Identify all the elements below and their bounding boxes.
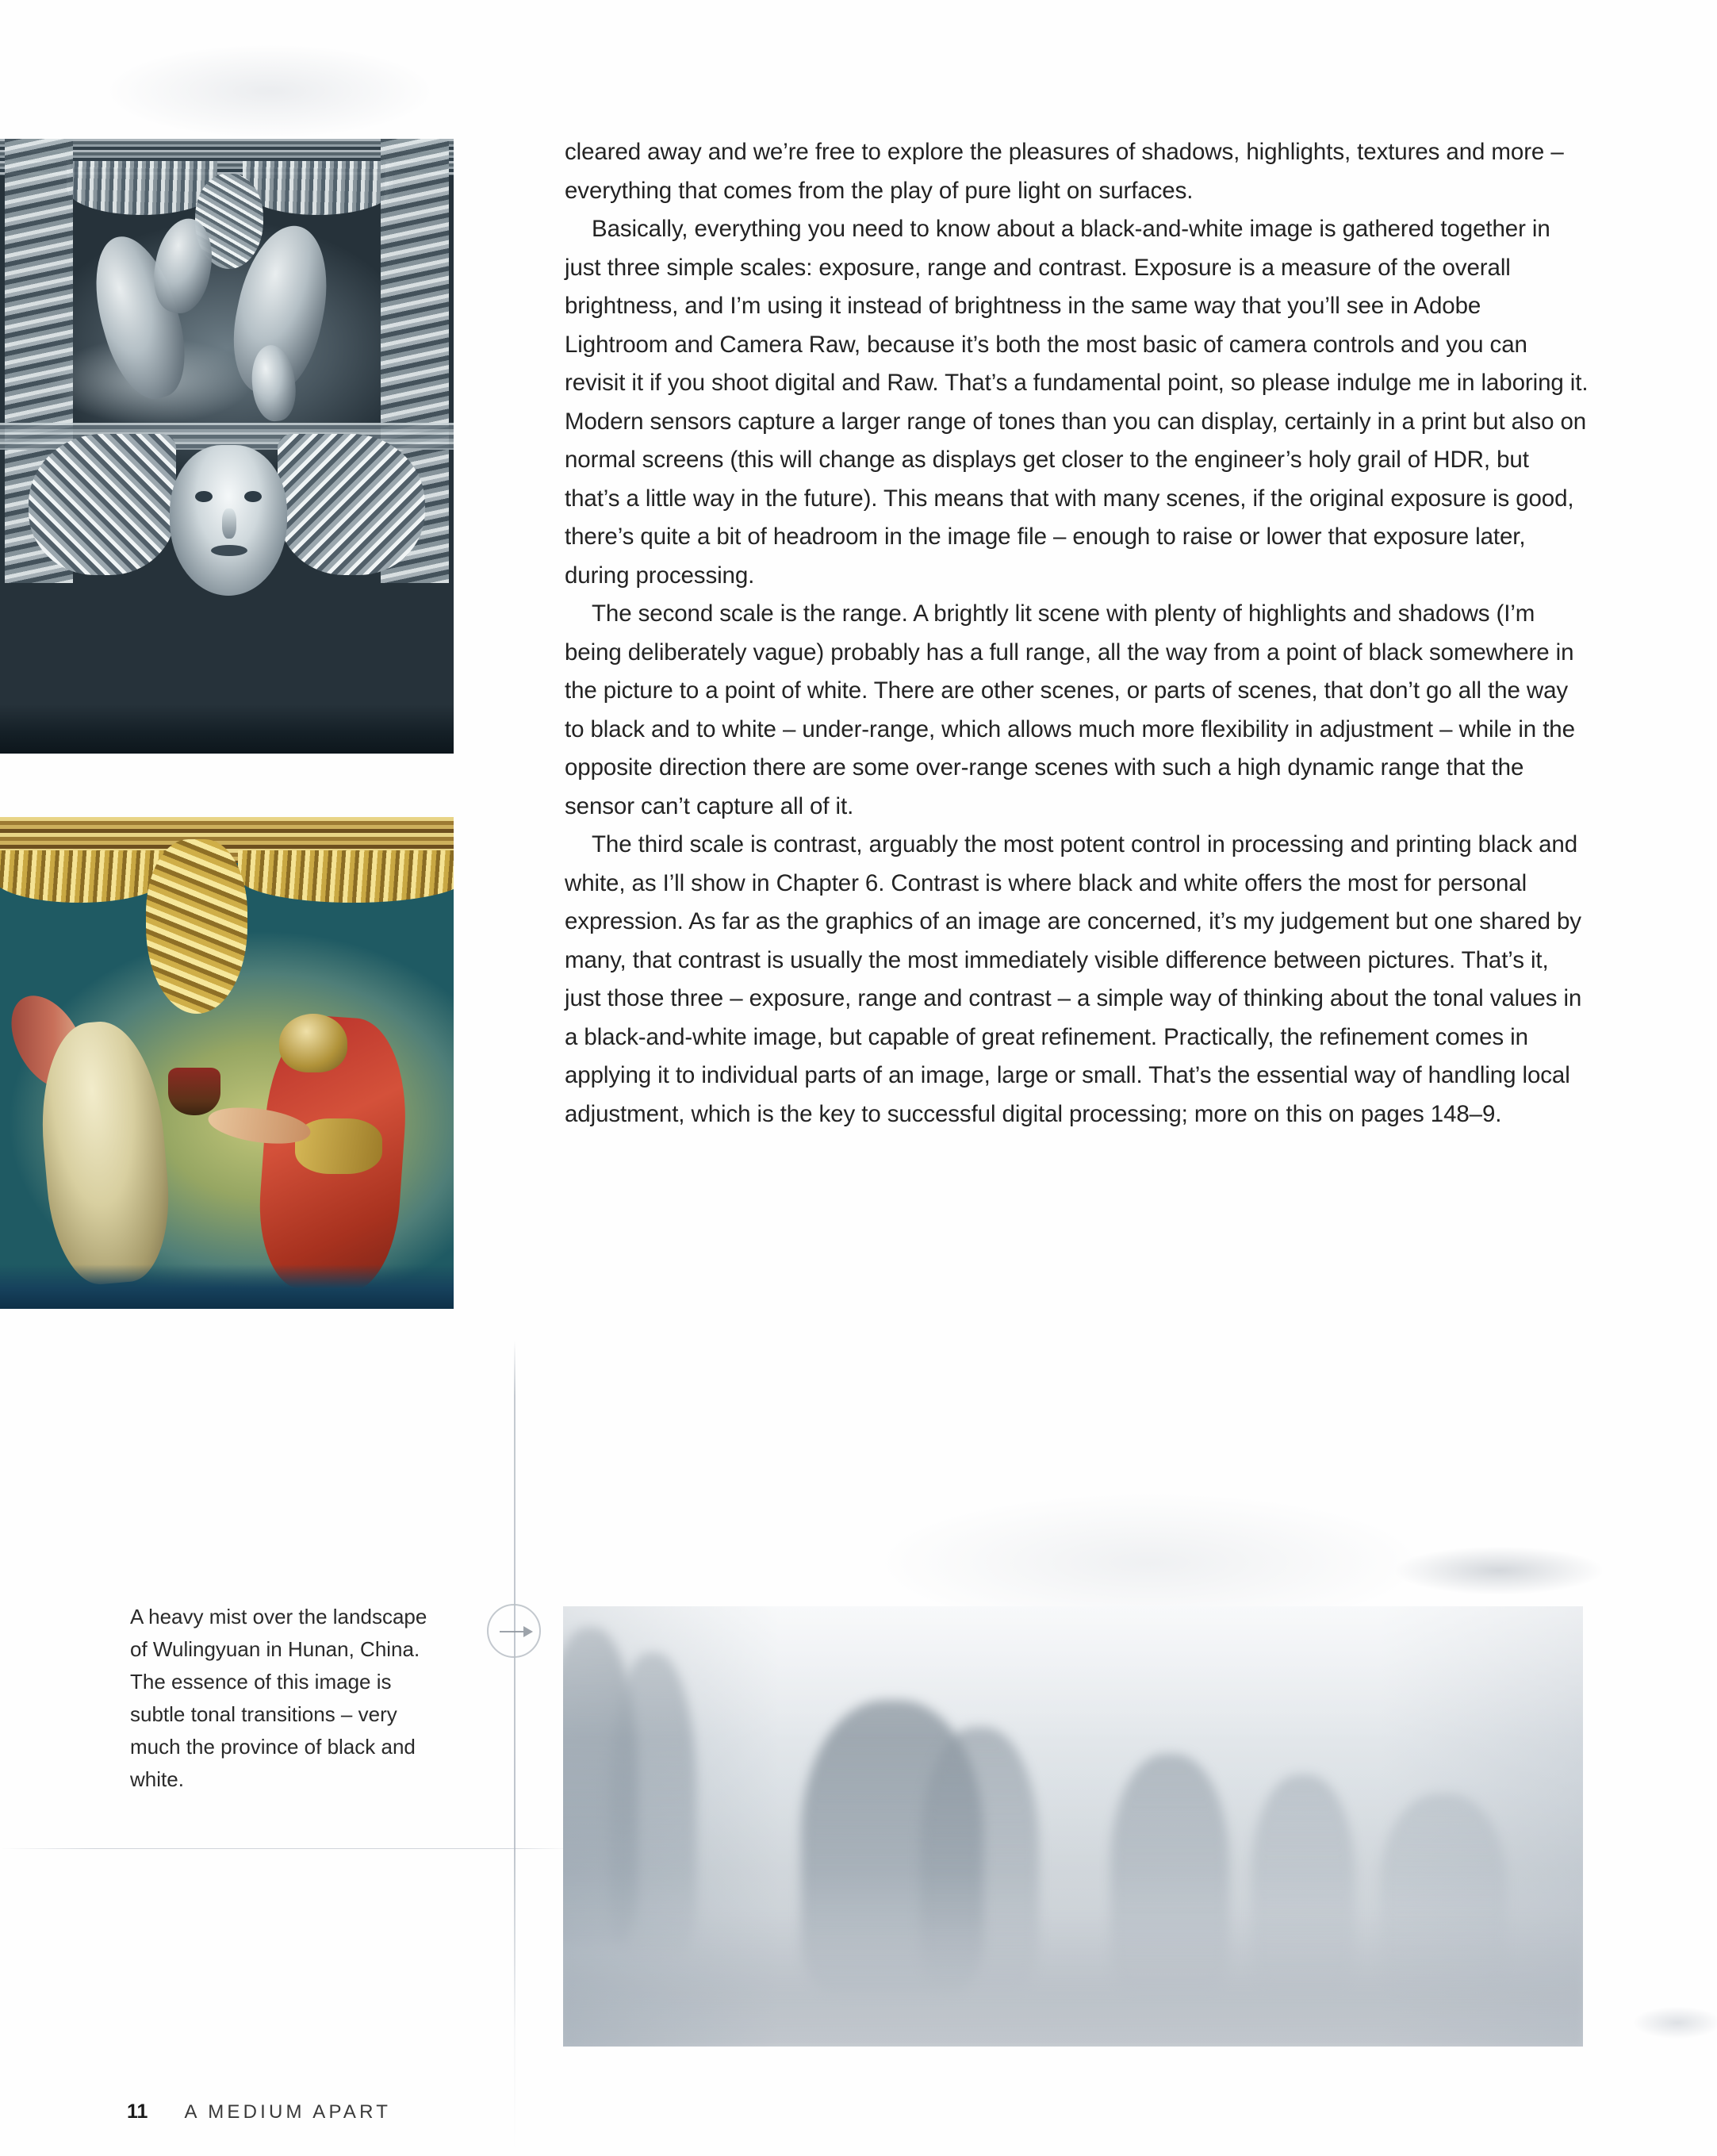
scan-fold-line — [514, 0, 515, 2156]
scan-smudge — [1634, 2007, 1717, 2039]
plumed-helmet — [279, 1014, 347, 1072]
body-paragraph-1: cleared away and we’re free to explore the pleasures of shadows, highlights, textures and more – everything that comes from the play of pure light on surfaces. — [565, 139, 1564, 204]
body-paragraph-2: Basically, everything you need to know about a black-and-white image is gathered together in just three simple scales: exposure, range and contrast. Exposure is a measure of the overall brightness, and I’m using it instead of brightness in the same way that you’ll see in Adobe Lightroom and Camera Raw, because it’s both the most basic of camera controls and you can revisit it if you shoot digital and Raw. That’s a fundamental point, so please indulge me in laboring it. Modern sensors capture a larger range of tones than you can display, certainly in a print but also on normal screens (this will change as displays get closer to the engineer’s holy grail of HDR, but that’s a little way in the future). This means that with many scenes, if the original exposure is good, there’s quite a bit of headroom in the image file – enough to raise or lower that exposure later, during processing. — [565, 216, 1589, 589]
figure-baroque-relief-black-and-white — [0, 139, 454, 754]
bearded-mask-face — [170, 445, 287, 596]
garland-swag — [243, 161, 393, 215]
garland-swag — [67, 161, 217, 215]
scan-fold-line-horizontal — [0, 1848, 571, 1849]
gold-garland-drop — [146, 839, 247, 1014]
page-footer — [127, 2100, 391, 2123]
page-number: 11 — [127, 2100, 148, 2123]
running-head: A MEDIUM APART — [184, 2101, 392, 2123]
figure-baroque-relief-colour — [0, 817, 454, 1309]
scan-smudge — [1396, 1547, 1602, 1594]
mist-overlay — [563, 1606, 1583, 2047]
body-text-column — [565, 133, 1590, 1134]
scrollwork-right — [278, 434, 425, 575]
mask-nose — [222, 508, 236, 539]
figure-wulingyuan-misty-landscape — [563, 1606, 1583, 2047]
circle-arrow-right-icon — [487, 1604, 541, 1658]
scrollwork-left — [29, 434, 176, 575]
gold-garland-swag — [238, 850, 454, 903]
body-paragraph-3: The second scale is the range. A brightly lit scene with plenty of highlights and shadows (I’m being deliberately vague) probably has a full range, all the way from a point of black somewhere in the picture to a point of white. There are other scenes, or parts of scenes, that don’t go all the way to black and to white – under-range, which allows much more flexibility in adjustment – while in the opposite direction there are some over-range scenes with such a high dynamic range that the sensor can’t capture all of it. — [565, 600, 1575, 819]
offered-vessel — [168, 1068, 220, 1115]
mask-mouth — [211, 545, 247, 556]
plate-shadow-foot — [0, 704, 454, 754]
mask-eye-left — [195, 491, 213, 502]
figure-caption: A heavy mist over the landscape of Wulingyuan in Hunan, China. The essence of this image is subtle tonal transitions – very much the province of black and white. — [130, 1605, 427, 1791]
gold-garland-swag — [0, 850, 167, 903]
scan-smudge — [103, 44, 436, 139]
arrow-head — [523, 1626, 533, 1637]
body-paragraph-4: The third scale is contrast, arguably the most potent control in processing and printing black and white, as I’ll show in Chapter 6. Contrast is where black and white offers the most for personal expression. As far as the graphics of an image are concerned, it’s my judgement but one shared by many, that contrast is usually the most immediately visible difference between pictures. That’s it, just those three – exposure, range and contrast – a simple way of thinking about the tonal values in a black-and-white image, but capable of great refinement. Practically, the refinement comes in applying it to individual parts of an image, large or small. That’s the essential way of handling local adjustment, which is the key to successful digital processing; more on this on pages 148–9. — [565, 831, 1582, 1127]
mask-eye-right — [244, 491, 262, 502]
plate-shadow-foot — [0, 1264, 454, 1309]
arrow-shaft — [500, 1631, 527, 1632]
